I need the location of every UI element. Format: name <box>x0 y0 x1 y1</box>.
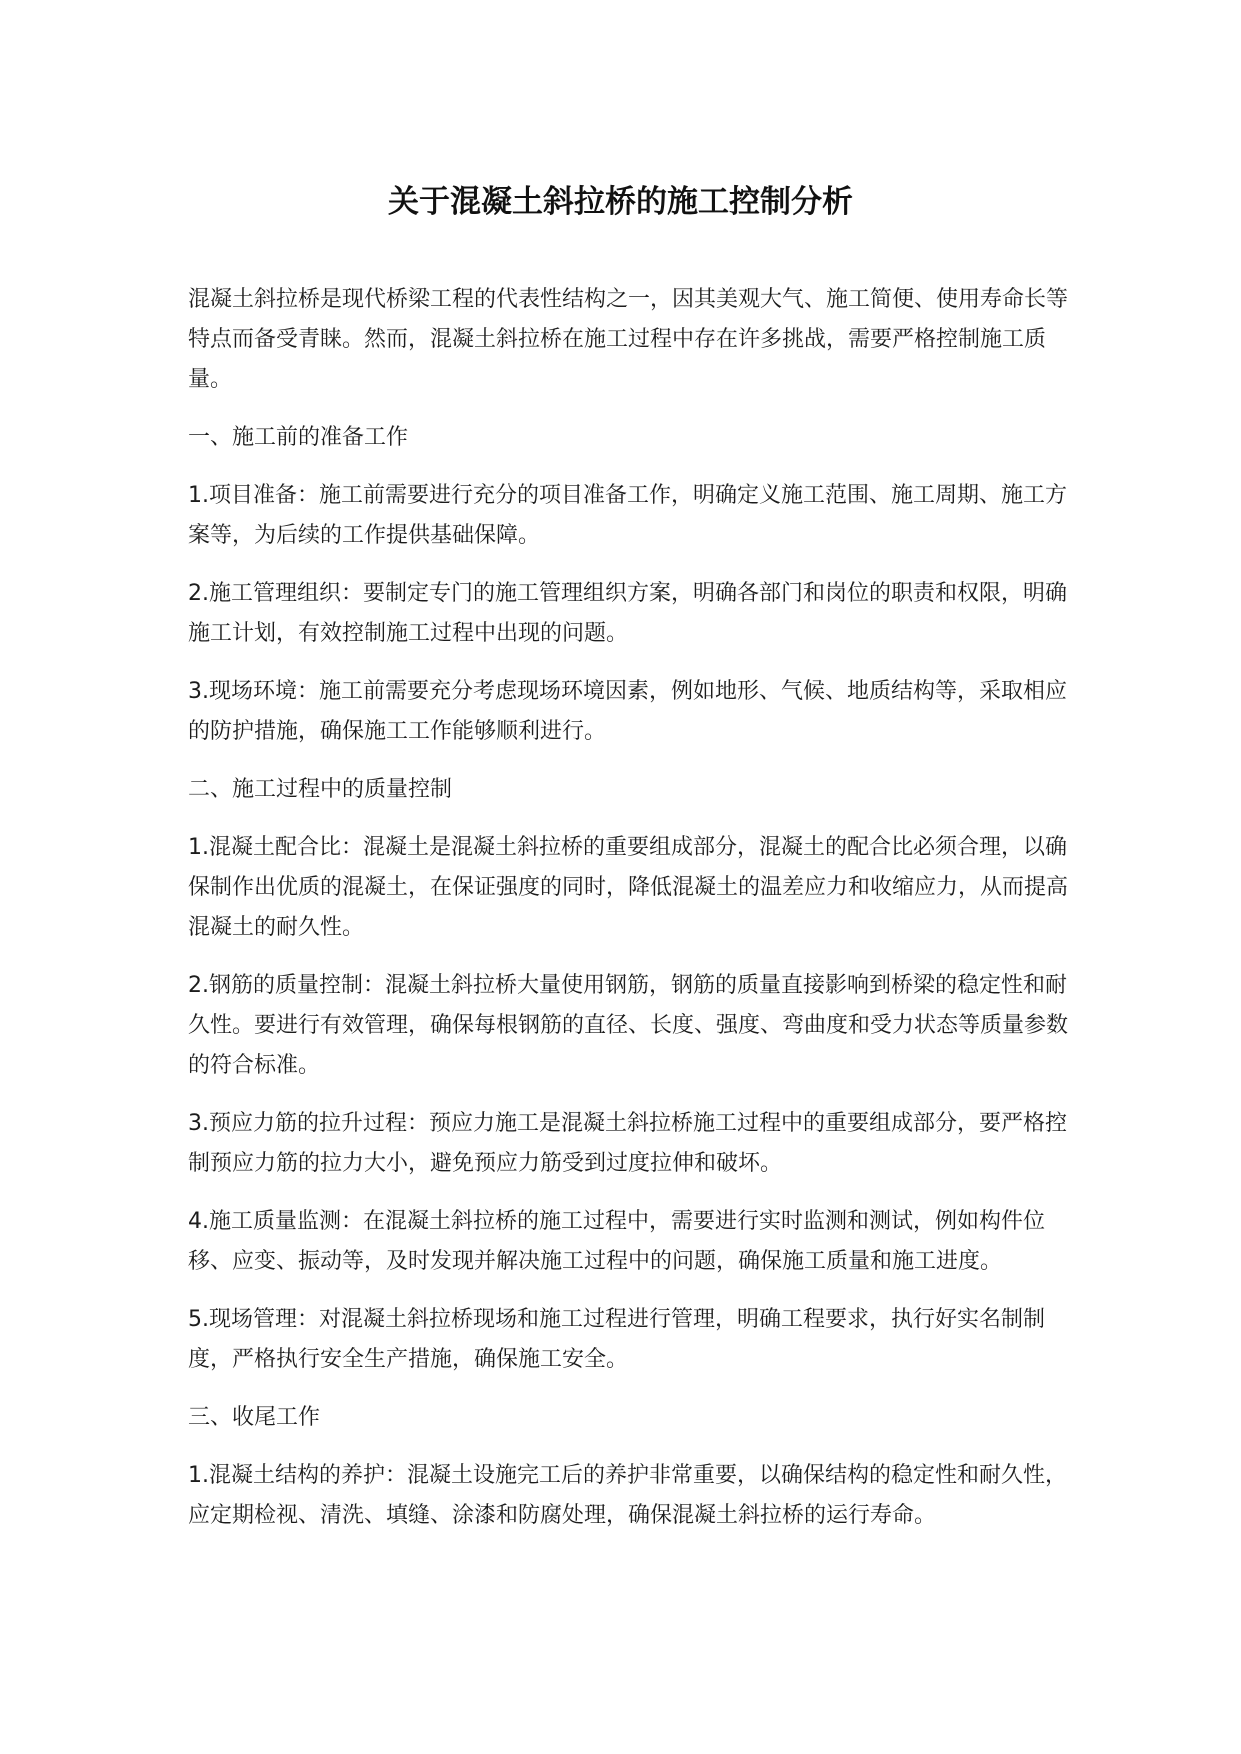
document-body <box>188 280 1078 1554</box>
section-1-heading: 一、施工前的准备工作 <box>188 425 409 450</box>
section-2-heading: 二、施工过程中的质量控制 <box>188 777 453 802</box>
section-2-item-4: 4.施工质量监测：在混凝土斜拉桥的施工过程中，需要进行实时监测和测试，例如构件位移、应变、振动等，及时发现并解决施工过程中的问题，确保施工质量和施工进度。 <box>188 1209 1045 1274</box>
section-3-item-1: 1.混凝土结构的养护：混凝土设施完工后的养护非常重要，以确保结构的稳定性和耐久性，应定期检视、清洗、填缝、涂漆和防腐处理，确保混凝土斜拉桥的运行寿命。 <box>188 1463 1067 1528</box>
section-2-item-1: 1.混凝土配合比：混凝土是混凝土斜拉桥的重要组成部分，混凝土的配合比必须合理，以确保制作出优质的混凝土，在保证强度的同时，降低混凝土的温差应力和收缩应力，从而提高混凝土的耐久性。 <box>188 835 1069 940</box>
section-2-item-2: 2.钢筋的质量控制：混凝土斜拉桥大量使用钢筋，钢筋的质量直接影响到桥梁的稳定性和耐久性。要进行有效管理，确保每根钢筋的直径、长度、强度、弯曲度和受力状态等质量参数的符合标准。 <box>188 973 1069 1078</box>
section-1-item-3: 3.现场环境：施工前需要充分考虑现场环境因素，例如地形、气候、地质结构等，采取相应的防护措施，确保施工工作能够顺利进行。 <box>188 679 1067 744</box>
section-2-item-5: 5.现场管理：对混凝土斜拉桥现场和施工过程进行管理，明确工程要求，执行好实名制制度，严格执行安全生产措施，确保施工安全。 <box>188 1307 1045 1372</box>
section-2-item-3: 3.预应力筋的拉升过程：预应力施工是混凝土斜拉桥施工过程中的重要组成部分，要严格控制预应力筋的拉力大小，避免预应力筋受到过度拉伸和破坏。 <box>188 1111 1067 1176</box>
section-3-heading: 三、收尾工作 <box>188 1405 321 1430</box>
intro-paragraph: 混凝土斜拉桥是现代桥梁工程的代表性结构之一，因其美观大气、施工简便、使用寿命长等特点而备受青睐。然而，混凝土斜拉桥在施工过程中存在许多挑战，需要严格控制施工质量。 <box>188 287 1069 392</box>
section-1-item-2: 2.施工管理组织：要制定专门的施工管理组织方案，明确各部门和岗位的职责和权限，明确施工计划，有效控制施工过程中出现的问题。 <box>188 581 1067 646</box>
document-title: 关于混凝土斜拉桥的施工控制分析 <box>388 184 853 220</box>
section-1-item-1: 1.项目准备：施工前需要进行充分的项目准备工作，明确定义施工范围、施工周期、施工方案等，为后续的工作提供基础保障。 <box>188 483 1067 548</box>
